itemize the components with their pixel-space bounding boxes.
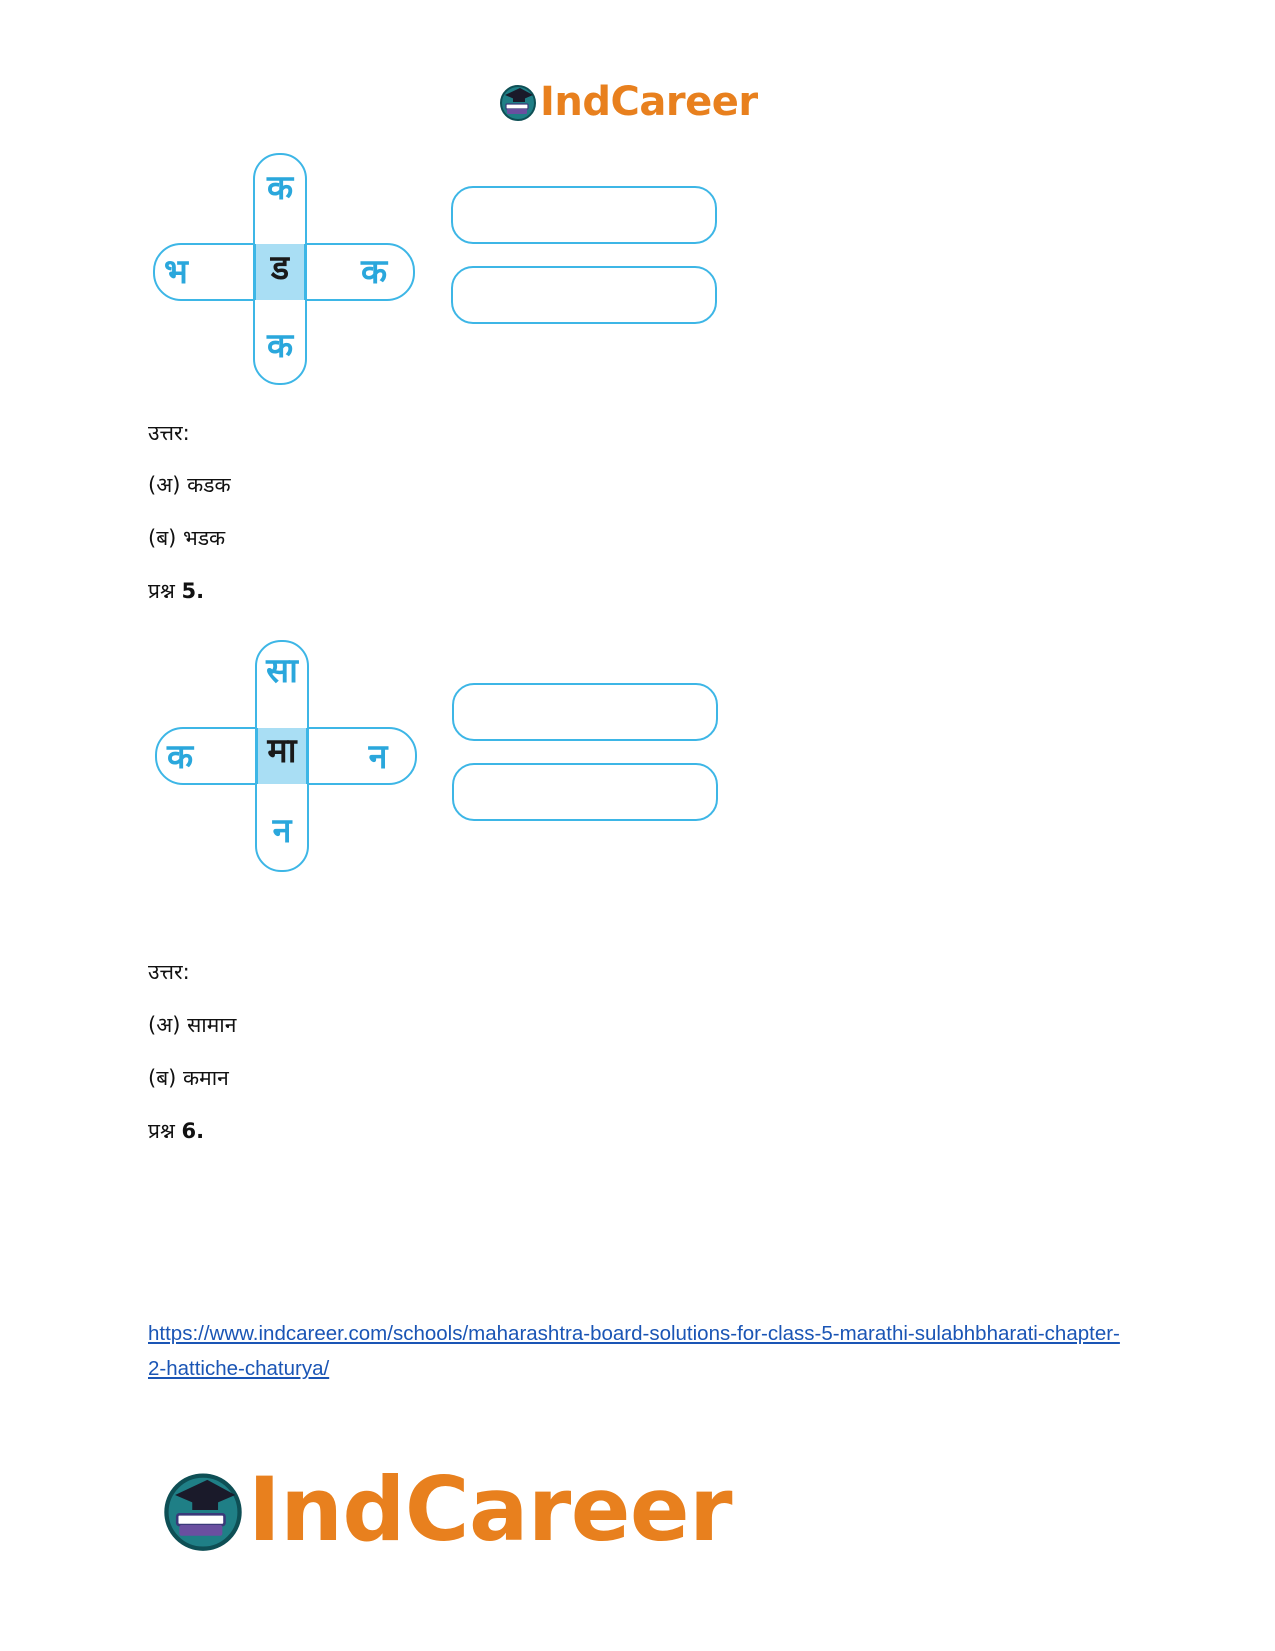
question-6-heading	[148, 1119, 204, 1144]
crossword-right-letter: क	[360, 252, 388, 292]
header-logo-text: IndCareer	[540, 79, 758, 125]
crossword-bottom-letter: क	[266, 326, 294, 366]
answer-box-2a	[452, 683, 718, 741]
answer-2a: (अ) सामान	[148, 1013, 237, 1037]
answer-1a: (अ) कडक	[148, 473, 231, 497]
answer-box-2b	[452, 763, 718, 821]
crossword-bottom-letter: न	[272, 811, 292, 851]
crossword-left-letter: भ	[164, 252, 188, 292]
question-5-heading	[148, 579, 204, 604]
crossword-puzzle-1	[153, 153, 443, 403]
crossword-puzzle-2	[155, 640, 445, 890]
crossword-top-letter: क	[266, 168, 294, 208]
answer-label-2: उत्तर:	[148, 960, 190, 984]
crossword-right-letter: न	[368, 737, 388, 777]
header-logo	[498, 78, 758, 126]
answer-label-1: उत्तर:	[148, 421, 190, 445]
question-number: 5.	[181, 579, 205, 603]
question-number: 6.	[181, 1119, 205, 1143]
question-prefix: प्रश्न	[148, 1119, 175, 1143]
crossword-center-letter: ड	[270, 248, 290, 288]
graduation-globe-book-icon	[498, 82, 538, 122]
crossword-top-letter: सा	[266, 651, 298, 691]
answer-1b: (ब) भडक	[148, 526, 226, 550]
footer-logo	[160, 1460, 732, 1560]
answer-box-1b	[451, 266, 717, 324]
source-link[interactable]: https://www.indcareer.com/schools/maharashtra-board-solutions-for-class-5-marathi-sulabhbharati-chapter-2-hattiche-chaturya/	[148, 1322, 1120, 1380]
question-prefix: प्रश्न	[148, 579, 175, 603]
graduation-globe-book-icon	[160, 1467, 246, 1553]
footer-logo-text: IndCareer	[248, 1458, 733, 1561]
answer-box-1a	[451, 186, 717, 244]
answer-2b: (ब) कमान	[148, 1066, 229, 1090]
crossword-center-letter: मा	[267, 731, 297, 771]
crossword-left-letter: क	[166, 737, 194, 777]
